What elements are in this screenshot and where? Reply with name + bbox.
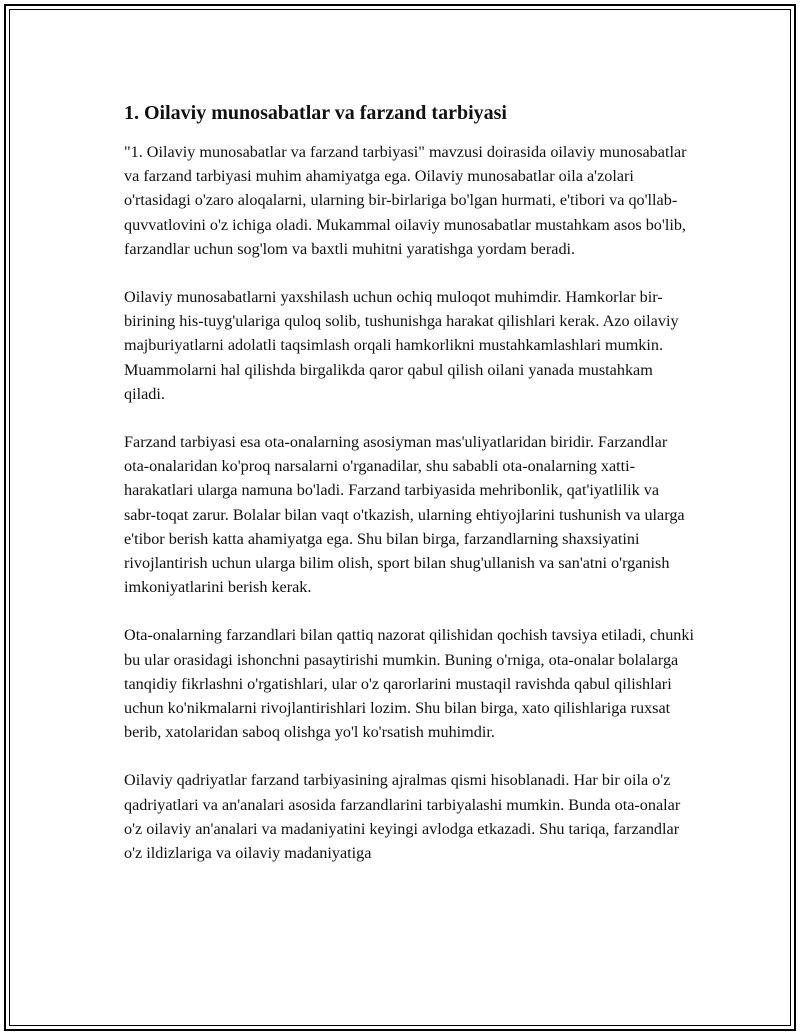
paragraph-3: Farzand tarbiyasi esa ota-onalarning asosiyman mas'uliyatlaridan biridir. Farzandlar ota-onalaridan ko'proq narsalarni o'rganadilar, shu sababli ota-onalarning xatti-harakatlari ularga namuna bo'ladi. Farzand tarbiyasida mehribonlik, qat'iyatlilik va sabr-toqat zarur. Bolalar bilan vaqt o'tkazish, ularning ehtiyojlarini tushunish va ularga e'tibor berish katta ahamiyatga ega. Shu bilan birga, farzandlarning shaxsiyatini rivojlantirish uchun ularga bilim olish, sport bilan shug'ullanish va san'atni o'rganish imkoniyatlarini berish kerak. xyxy=(124,433,685,597)
paragraph-1: "1. Oilaviy munosabatlar va farzand tarbiyasi" mavzusi doirasida oilaviy munosabatlar va farzand tarbiyasi muhim ahamiyatga ega. Oilaviy munosabatlar oila a'zolari o'rtasidagi o'zaro aloqalarni, ularning bir-birlariga bo'lgan hurmati, e'tibori va qo'llab-quvvatlovini o'z ichiga oladi. Mukammal oilaviy munosabatlar mustahkam asos bo'lib, farzandlar uchun sog'lom va baxtli muhitni yaratishga yordam beradi. xyxy=(124,143,687,258)
page-frame xyxy=(4,4,796,1031)
document-body xyxy=(124,100,694,889)
paragraph-4: Ota-onalarning farzandlari bilan qattiq nazorat qilishidan qochish tavsiya etiladi, chunki bu ular orasidagi ishonchni pasaytirishi mumkin. Buning o'rniga, ota-onalar bolalarga tanqidiy fikrlashni o'rgatishlari, ular o'z qarorlarini mustaqil ravishda qabul qilishlari uchun ko'nikmalarni rivojlantirishlari lozim. Shu bilan birga, xato qilishlariga ruxsat berib, xatolaridan saboq olishga yo'l ko'rsatish muhimdir. xyxy=(124,626,694,742)
paragraph-2: Oilaviy munosabatlarni yaxshilash uchun ochiq muloqot muhimdir. Hamkorlar bir-birining his-tuyg'ulariga quloq solib, tushunishga harakat qilishlari kerak. Azo oilaviy majburiyatlarni adolatli taqsimlash orqali hamkorlikni mustahkamlashlari mumkin. Muammolarni hal qilishda birgalikda qaror qabul qilish oilani yanada mustahkam qiladi. xyxy=(124,288,679,403)
section-heading: 1. Oilaviy munosabatlar va farzand tarbiyasi xyxy=(124,102,507,124)
paragraph-5: Oilaviy qadriyatlar farzand tarbiyasining ajralmas qismi hisoblanadi. Har bir oila o'z qadriyatlari va an'analari asosida farzandlarini tarbiyalashi mumkin. Bunda ota-onalar o'z oilaviy an'analari va madaniyatini keyingi avlodga etkazadi. Shu tariqa, farzandlar o'z ildizlariga va oilaviy madaniyatiga xyxy=(124,771,681,863)
